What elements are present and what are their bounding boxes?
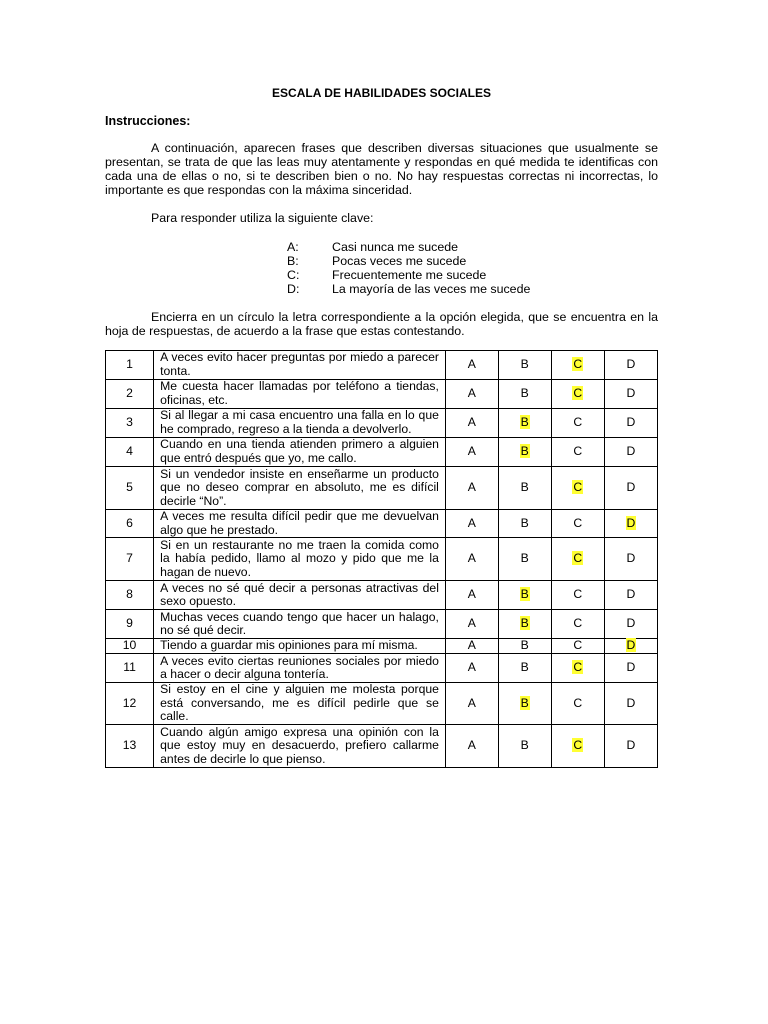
item-statement: Si estoy en el cine y alguien me molesta porque está conversando, me es difícil pedirle que se calle. <box>154 683 446 725</box>
option-d[interactable] <box>604 538 657 581</box>
selected-option-letter: C <box>573 660 583 675</box>
option-c[interactable] <box>551 683 604 725</box>
option-d[interactable] <box>604 510 657 538</box>
option-letter: D <box>626 415 636 430</box>
option-letter: A <box>467 444 476 459</box>
option-d[interactable] <box>604 639 657 654</box>
option-a[interactable] <box>445 538 498 581</box>
option-b[interactable] <box>498 639 551 654</box>
selected-option-letter: C <box>573 551 583 566</box>
option-c[interactable] <box>551 467 604 510</box>
option-c[interactable] <box>551 538 604 581</box>
key-item <box>287 268 530 282</box>
option-letter: A <box>467 587 476 602</box>
option-letter: B <box>520 738 529 753</box>
option-letter: B <box>520 480 529 495</box>
option-letter: C <box>573 444 583 459</box>
option-letter: C <box>573 587 583 602</box>
option-letter: D <box>626 480 636 495</box>
selected-option-letter: C <box>573 357 583 372</box>
item-number: 4 <box>106 438 154 467</box>
item-number: 10 <box>106 639 154 654</box>
key-letter: C: <box>287 268 300 282</box>
key-letter: A: <box>287 240 299 254</box>
table-row <box>106 467 658 510</box>
key-text: Frecuentemente me sucede <box>332 268 487 282</box>
option-c[interactable] <box>551 581 604 610</box>
option-letter: A <box>467 480 476 495</box>
table-row <box>106 724 658 767</box>
option-a[interactable] <box>445 510 498 538</box>
item-statement: Cuando algún amigo expresa una opinión con la que estoy muy en desacuerdo, prefiero callarme antes de decirle lo que pienso. <box>154 724 446 767</box>
item-statement: Tiendo a guardar mis opiniones para mí misma. <box>154 639 446 654</box>
option-a[interactable] <box>445 683 498 725</box>
option-b[interactable] <box>498 467 551 510</box>
option-d[interactable] <box>604 610 657 639</box>
option-a[interactable] <box>445 654 498 683</box>
option-c[interactable] <box>551 409 604 438</box>
option-d[interactable] <box>604 351 657 380</box>
option-letter: A <box>467 695 476 710</box>
item-number: 2 <box>106 380 154 409</box>
option-letter: D <box>626 738 636 753</box>
circle-instructions-paragraph: Encierra en un círculo la letra correspondiente a la opción elegida, que se encuentra en la hoja de respuestas, de acuerdo a la frase que estas contestando. <box>105 310 658 338</box>
option-b[interactable] <box>498 683 551 725</box>
option-letter: A <box>467 616 476 631</box>
option-d[interactable] <box>604 683 657 725</box>
selected-option-letter: D <box>626 515 636 530</box>
option-a[interactable] <box>445 610 498 639</box>
option-a[interactable] <box>445 581 498 610</box>
item-number: 3 <box>106 409 154 438</box>
option-c[interactable] <box>551 510 604 538</box>
option-letter: D <box>626 444 636 459</box>
option-letter: D <box>626 616 636 631</box>
selected-option-letter: B <box>520 616 529 631</box>
key-text: Casi nunca me sucede <box>332 240 459 254</box>
item-statement: Me cuesta hacer llamadas por teléfono a tiendas, oficinas, etc. <box>154 380 446 409</box>
key-letter: D: <box>287 282 300 296</box>
option-a[interactable] <box>445 351 498 380</box>
key-intro-paragraph: Para responder utiliza la siguiente clave: <box>151 211 374 225</box>
option-b[interactable] <box>498 438 551 467</box>
option-a[interactable] <box>445 409 498 438</box>
selected-option-letter: C <box>573 480 583 495</box>
item-statement: Cuando en una tienda atienden primero a alguien que entró después que yo, me callo. <box>154 438 446 467</box>
option-c[interactable] <box>551 610 604 639</box>
option-b[interactable] <box>498 351 551 380</box>
option-letter: C <box>573 695 583 710</box>
key-letter: B: <box>287 254 299 268</box>
item-number: 5 <box>106 467 154 510</box>
key-text: La mayoría de las veces me sucede <box>332 282 531 296</box>
item-statement: Si un vendedor insiste en enseñarme un producto que no deseo comprar en absoluto, me es difícil decirle “No”. <box>154 467 446 510</box>
item-statement: A veces evito ciertas reuniones sociales por miedo a hacer o decir alguna tontería. <box>154 654 446 683</box>
option-letter: C <box>573 616 583 631</box>
option-letter: C <box>573 515 583 530</box>
item-number: 6 <box>106 510 154 538</box>
instructions-paragraph: A continuación, aparecen frases que describen diversas situaciones que usualmente se presentan, se trata de que las leas muy atentamente y respondas en qué medida te identificas con cada una de ellas o no, si te describen bien o no. No hay respuestas correctas ni incorrectas, lo importante es que respondas con la máxima sinceridad. <box>105 141 658 197</box>
option-letter: A <box>467 515 476 530</box>
answers-table-body <box>106 351 658 768</box>
option-a[interactable] <box>445 380 498 409</box>
item-statement: Si al llegar a mi casa encuentro una falla en lo que he comprado, regreso a la tienda a devolverlo. <box>154 409 446 438</box>
table-row <box>106 409 658 438</box>
option-c[interactable] <box>551 380 604 409</box>
option-letter: A <box>467 386 476 401</box>
option-d[interactable] <box>604 581 657 610</box>
option-letter: D <box>626 357 636 372</box>
item-statement: Si en un restaurante no me traen la comida como la había pedido, llamo al mozo y pido que me la hagan de nuevo. <box>154 538 446 581</box>
item-statement: Muchas veces cuando tengo que hacer un halago, no sé qué decir. <box>154 610 446 639</box>
option-letter: D <box>626 695 636 710</box>
option-letter: A <box>467 638 476 653</box>
selected-option-letter: B <box>520 587 529 602</box>
option-c[interactable] <box>551 724 604 767</box>
item-number: 1 <box>106 351 154 380</box>
table-row <box>106 654 658 683</box>
table-row <box>106 683 658 725</box>
option-letter: A <box>467 357 476 372</box>
item-statement: A veces me resulta difícil pedir que me devuelvan algo que he prestado. <box>154 510 446 538</box>
option-c[interactable] <box>551 351 604 380</box>
table-row <box>106 438 658 467</box>
item-number: 9 <box>106 610 154 639</box>
item-number: 13 <box>106 724 154 767</box>
option-d[interactable] <box>604 654 657 683</box>
option-d[interactable] <box>604 409 657 438</box>
option-a[interactable] <box>445 724 498 767</box>
table-row <box>106 380 658 409</box>
item-number: 8 <box>106 581 154 610</box>
option-letter: B <box>520 386 529 401</box>
item-number: 12 <box>106 683 154 725</box>
selected-option-letter: C <box>573 386 583 401</box>
option-b[interactable] <box>498 510 551 538</box>
option-a[interactable] <box>445 467 498 510</box>
instructions-heading: Instrucciones: <box>105 114 191 128</box>
key-item <box>287 240 530 254</box>
table-row <box>106 639 658 654</box>
option-b[interactable] <box>498 380 551 409</box>
option-letter: A <box>467 415 476 430</box>
selected-option-letter: B <box>520 415 529 430</box>
answers-table <box>105 350 658 768</box>
option-d[interactable] <box>604 438 657 467</box>
key-item <box>287 282 530 296</box>
option-letter: D <box>626 660 636 675</box>
option-letter: B <box>520 638 529 653</box>
option-letter: B <box>520 515 529 530</box>
option-a[interactable] <box>445 639 498 654</box>
item-number: 11 <box>106 654 154 683</box>
document-title: ESCALA DE HABILIDADES SOCIALES <box>272 86 491 100</box>
item-statement: A veces no sé qué decir a personas atractivas del sexo opuesto. <box>154 581 446 610</box>
option-letter: D <box>626 587 636 602</box>
table-row <box>106 351 658 380</box>
option-b[interactable] <box>498 538 551 581</box>
option-letter: A <box>467 660 476 675</box>
option-letter: C <box>573 415 583 430</box>
option-b[interactable] <box>498 724 551 767</box>
selected-option-letter: C <box>573 738 583 753</box>
key-text: Pocas veces me sucede <box>332 254 467 268</box>
selected-option-letter: B <box>520 444 529 459</box>
option-b[interactable] <box>498 610 551 639</box>
option-c[interactable] <box>551 438 604 467</box>
option-letter: B <box>520 357 529 372</box>
option-letter: A <box>467 551 476 566</box>
option-letter: C <box>573 638 583 653</box>
option-d[interactable] <box>604 467 657 510</box>
option-letter: B <box>520 551 529 566</box>
selected-option-letter: D <box>626 638 636 653</box>
item-statement: A veces evito hacer preguntas por miedo a parecer tonta. <box>154 351 446 380</box>
answer-key-list <box>287 240 530 296</box>
option-b[interactable] <box>498 581 551 610</box>
option-b[interactable] <box>498 409 551 438</box>
option-a[interactable] <box>445 438 498 467</box>
option-letter: D <box>626 386 636 401</box>
option-letter: A <box>467 738 476 753</box>
option-d[interactable] <box>604 380 657 409</box>
option-letter: D <box>626 551 636 566</box>
option-b[interactable] <box>498 654 551 683</box>
key-item <box>287 254 530 268</box>
option-d[interactable] <box>604 724 657 767</box>
selected-option-letter: B <box>520 695 529 710</box>
item-number: 7 <box>106 538 154 581</box>
option-letter: B <box>520 660 529 675</box>
table-row <box>106 581 658 610</box>
table-row <box>106 538 658 581</box>
option-c[interactable] <box>551 639 604 654</box>
option-c[interactable] <box>551 654 604 683</box>
table-row <box>106 510 658 538</box>
table-row <box>106 610 658 639</box>
